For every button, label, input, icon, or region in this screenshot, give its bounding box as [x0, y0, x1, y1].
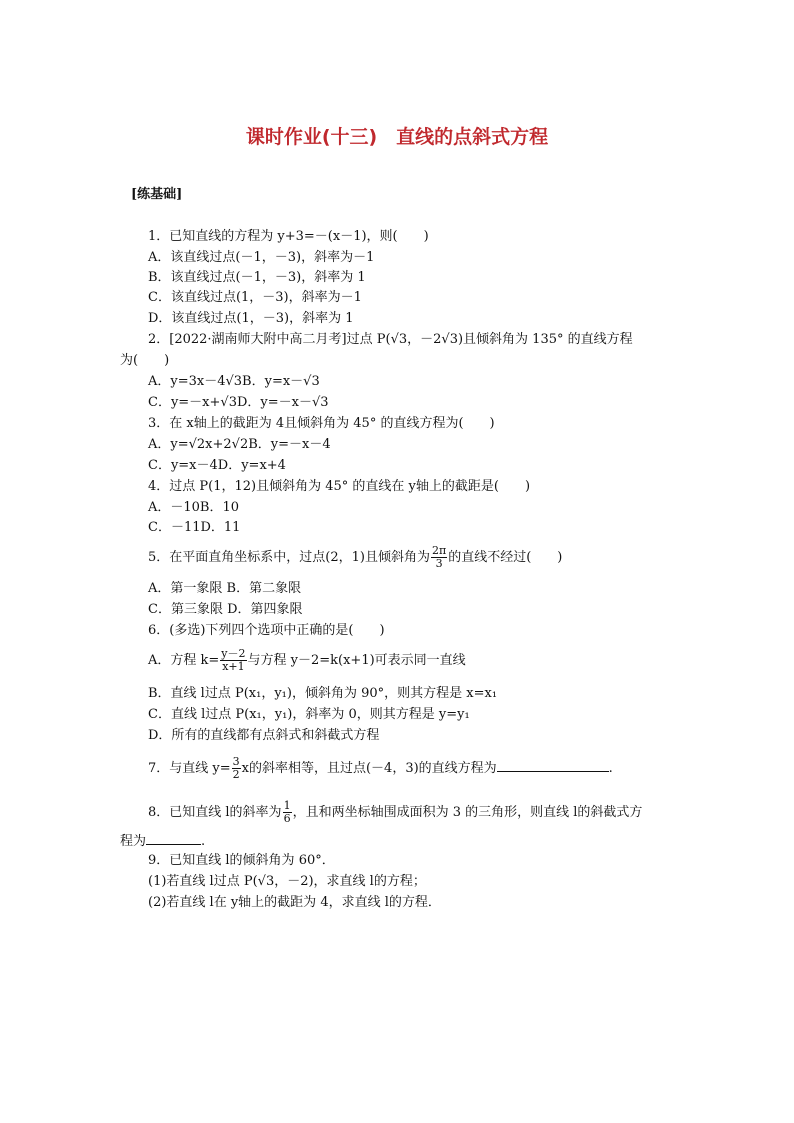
q6-a-fraction — [220, 648, 246, 673]
q9-part-2: (2)若直线 l在 y轴上的截距为 4，求直线 l的方程． — [148, 895, 441, 910]
q5-fraction — [431, 545, 447, 570]
q1-option-c: C．该直线过点(1，－3)，斜率为－1 — [148, 290, 362, 305]
q8-stem-cont — [120, 832, 205, 850]
q6-a-pre: A．方程 k= — [148, 653, 220, 668]
q9-stem: 9．已知直线 l的倾斜角为 60°． — [148, 853, 335, 868]
q3-stem: 3．在 x轴上的截距为 4且倾斜角为 45° 的直线方程为( ) — [148, 416, 495, 431]
q3-options-ab: A．y=√2x+2√2B．y=－x－4 — [148, 437, 331, 452]
q4-stem: 4．过点 P(1，12)且倾斜角为 45° 的直线在 y轴上的截距是( ) — [148, 479, 531, 494]
q5-options-cd: C．第三象限 D．第四象限 — [148, 602, 303, 617]
q5-frac-den: 3 — [435, 557, 443, 570]
q1-option-a: A．该直线过点(－1，－3)，斜率为－1 — [148, 250, 375, 265]
q7-fraction — [232, 756, 241, 781]
q1-stem: 1．已知直线的方程为 y+3=－(x－1)，则( ) — [148, 229, 429, 244]
q4-options-cd: C．－11D．11 — [148, 520, 241, 535]
q8-fraction — [283, 800, 292, 825]
q6-a-frac-num: y－2 — [221, 647, 246, 660]
q5-stem-pre: 5．在平面直角坐标系中，过点(2，1)且倾斜角为 — [148, 550, 430, 565]
q1-option-b: B．该直线过点(－1，－3)，斜率为 1 — [148, 270, 366, 285]
q2-options-ab: A．y=3x－4√3B．y=x－√3 — [148, 374, 320, 389]
q6-a-post: 与方程 y－2=k(x+1)可表示同一直线 — [247, 653, 466, 668]
page-title: 课时作业(十三) 直线的点斜式方程 — [245, 126, 549, 148]
q8-post: ，且和两坐标轴围成面积为 3 的三角形，则直线 l的斜截式方 — [292, 805, 643, 820]
q6-stem: 6．(多选)下列四个选项中正确的是( ) — [148, 623, 385, 638]
q7-post: x的斜率相等，且过点(－4，3)的直线方程为 — [241, 761, 497, 776]
q7-stem — [148, 756, 613, 781]
q8-answer-blank[interactable] — [146, 832, 201, 845]
q6-option-d: D．所有的直线都有点斜式和斜截式方程 — [148, 728, 380, 743]
q2-stem: 2．[2022·湖南师大附中高二月考]过点 P(√3，－2√3)且倾斜角为 135° 的直线方程 — [148, 332, 633, 347]
q1-option-d: D．该直线过点(1，－3)，斜率为 1 — [148, 311, 354, 326]
q8-frac-num: 1 — [283, 799, 291, 812]
q8-pre: 8．已知直线 l的斜率为 — [148, 805, 282, 820]
q2-options-cd: C．y=－x+√3D．y=－x－√3 — [148, 395, 329, 410]
q7-end: . — [608, 761, 613, 776]
q7-pre: 7．与直线 y= — [148, 761, 231, 776]
q7-frac-num: 3 — [232, 755, 240, 768]
q7-answer-blank[interactable] — [497, 759, 609, 772]
q8-stem — [148, 800, 642, 825]
q5-options-ab: A．第一象限 B．第二象限 — [148, 581, 302, 596]
q6-option-c: C．直线 l过点 P(x₁，y₁)，斜率为 0，则其方程是 y=y₁ — [148, 707, 470, 722]
q8-frac-den: 6 — [283, 812, 291, 825]
q3-options-cd: C．y=x－4D．y=x+4 — [148, 458, 286, 473]
q5-frac-num: 2π — [431, 544, 447, 557]
q2-stem-cont: 为( ) — [120, 353, 170, 368]
q6-option-b: B．直线 l过点 P(x₁，y₁)，倾斜角为 90°，则其方程是 x=x₁ — [148, 686, 498, 701]
q7-frac-den: 2 — [232, 768, 240, 781]
q4-options-ab: A．－10B．10 — [148, 500, 240, 515]
section-heading: [练基础] — [131, 187, 183, 202]
q6-option-a — [148, 648, 466, 673]
q8-end: . — [201, 834, 206, 849]
q5-stem-post: 的直线不经过( ) — [448, 550, 563, 565]
q8-line2: 程为 — [120, 834, 147, 849]
q5-stem — [148, 545, 562, 570]
q9-part-1: (1)若直线 l过点 P(√3，－2)，求直线 l的方程； — [148, 874, 426, 889]
q6-a-frac-den: x+1 — [222, 660, 245, 673]
